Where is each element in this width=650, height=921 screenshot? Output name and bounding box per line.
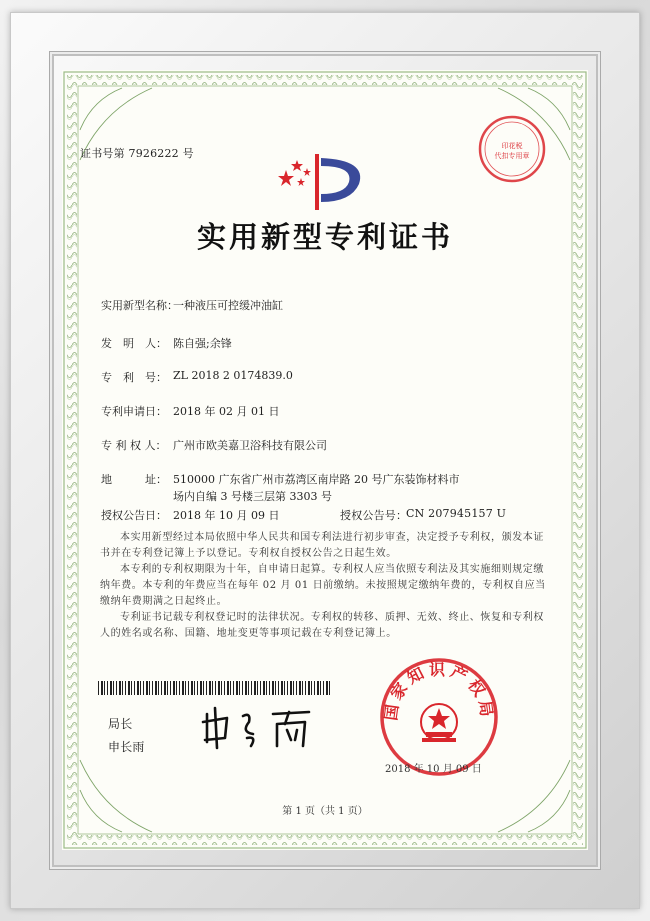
field-label-application-date: 专利申请日： — [101, 405, 167, 418]
certificate-number: 证书号第 7926222 号 — [80, 147, 194, 160]
field-label-grant-number: 授权公告号： — [340, 509, 408, 522]
page-title: 实用新型专利证书 — [196, 220, 453, 254]
field-label-address: 地 址： — [101, 473, 167, 486]
body-paragraph-1: 本实用新型经过本局依照中华人民共和国专利法进行初步审查，决定授予专利权，颁发本证书并在专利登记簿上予以登记。专利权自授权公告之日起生效。 — [100, 532, 544, 559]
field-value-patent-number: ZL 2018 2 0174839.0 — [173, 369, 293, 382]
body-paragraph-3: 专利证书记载专利权登记时的法律状况。专利权的转移、质押、无效、终止、恢复和专利权人的姓名或名称、国籍、地址变更等事项记载在专利登记簿上。 — [100, 612, 544, 639]
field-value-inventor: 陈自强;余锋 — [173, 337, 232, 350]
page-footer: 第 1 页（共 1 页） — [282, 806, 368, 817]
certificate-paper — [62, 70, 588, 850]
field-label-inventor: 发 明 人： — [101, 337, 167, 350]
director-name: 申长雨 — [108, 740, 145, 754]
director-signature-icon — [197, 702, 327, 752]
seal-inner-text-2: 代扣专用章 — [494, 152, 530, 160]
seal-text: 国家知识产权局 — [381, 659, 497, 722]
seal-date: 2018 年 10 月 09 日 — [385, 764, 482, 775]
field-value-application-date: 2018 年 02 月 01 日 — [173, 405, 280, 418]
body-text — [100, 530, 552, 642]
barcode — [98, 681, 330, 695]
cnipa-logo-icon — [267, 150, 377, 212]
field-value-address-line1: 510000 广东省广州市荔湾区南岸路 20 号广东装饰材料市 — [173, 473, 460, 486]
stamp-duty-seal-icon — [477, 114, 547, 184]
director-title: 局长 — [108, 717, 133, 731]
field-label-patent-number: 专 利 号： — [101, 371, 167, 384]
field-value-patentee: 广州市欧美嘉卫浴科技有限公司 — [173, 439, 327, 452]
body-paragraph-2: 本专利的专利权期限为十年，自申请日起算。专利权人应当依照专利法及其实施细则规定缴纳年费。本专利的年费应当在每年 02 月 01 日前缴纳。未按照规定缴纳年费的，专利权自应当缴纳年费期满之日起终止。 — [100, 564, 546, 607]
seal-inner-text-1: 印花税 — [501, 142, 523, 150]
field-value-name: 一种液压可控缓冲油缸 — [173, 299, 283, 312]
field-label-patentee: 专 利 权 人： — [101, 439, 167, 452]
field-label-name: 实用新型名称： — [101, 299, 178, 312]
field-value-grant-date: 2018 年 10 月 09 日 — [173, 509, 280, 522]
field-value-grant-number: CN 207945157 U — [406, 507, 507, 520]
field-label-grant-date: 授权公告日： — [101, 509, 167, 522]
field-value-address-line2: 场内自编 3 号楼三层第 3303 号 — [173, 490, 332, 503]
